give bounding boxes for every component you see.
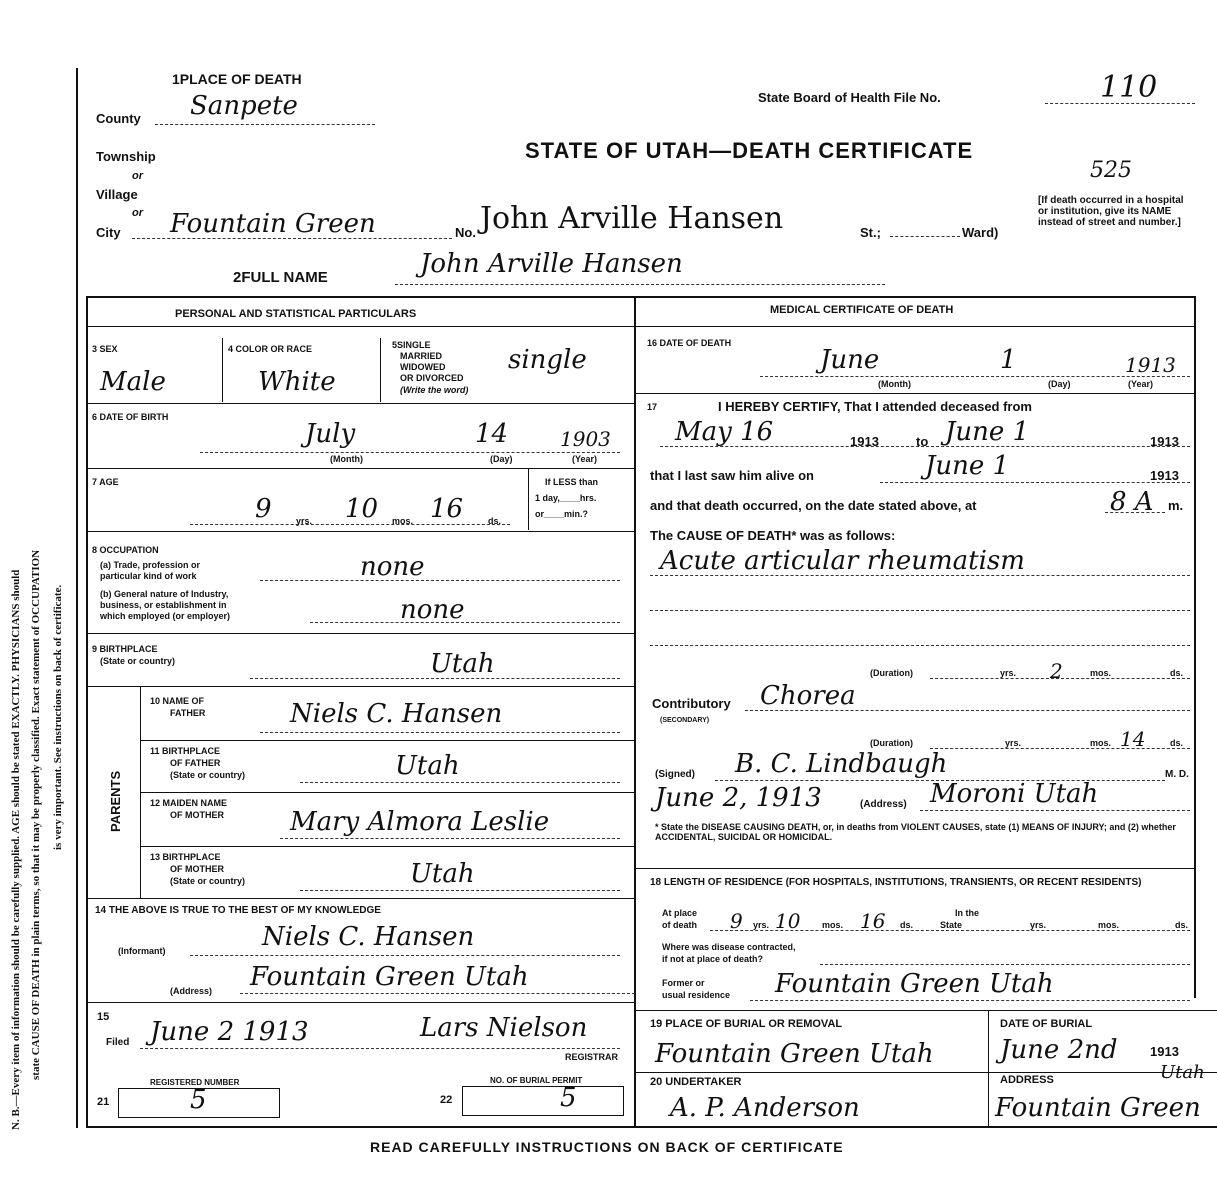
duration-months: 2 (1050, 659, 1063, 683)
duration-label: (Duration) (870, 668, 913, 678)
sex-divider (222, 338, 223, 402)
filed-label: Filed (106, 1037, 130, 1048)
certificate-title: STATE OF UTAH—DEATH CERTIFICATE (525, 138, 974, 163)
age-mos-caption: mos. (392, 516, 414, 526)
rule-personal (86, 326, 634, 327)
in-state-label-1: In the (955, 908, 979, 918)
last-saw-value: June 1 (925, 451, 1010, 481)
footer-instructions: READ CAREFULLY INSTRUCTIONS ON BACK OF CERTIFICATE (370, 1139, 844, 1155)
personal-section-title: PERSONAL AND STATISTICAL PARTICULARS (175, 308, 417, 320)
mother-name-line (280, 838, 620, 839)
dod-day: 1 (1000, 345, 1017, 375)
dob-day: 14 (475, 419, 509, 449)
death-occurred-text: and that death occurred, on the date stated above, at (650, 498, 977, 513)
undertaker-address-label: ADDRESS (1000, 1074, 1054, 1086)
rule-father-bp (140, 792, 634, 793)
burial-date-label: DATE OF BURIAL (1000, 1018, 1093, 1030)
duration-yrs-caption: yrs. (1000, 668, 1017, 678)
less-than-1: If LESS than (545, 477, 599, 487)
no-label: No. (455, 225, 476, 240)
full-name-label: 2FULL NAME (233, 269, 328, 286)
former-label-1: Former or (662, 978, 705, 988)
rule-row-4 (86, 633, 634, 634)
full-name-value: John Arville Hansen (420, 249, 683, 279)
state-mos-caption: mos. (1098, 920, 1120, 930)
left-inner-border (86, 298, 88, 1128)
age-label: 7 AGE (92, 477, 119, 487)
age-months: 10 (345, 494, 379, 524)
rule-mother (140, 846, 634, 847)
age-yrs-caption: yrs. (296, 516, 313, 526)
marital-label-5: (Write the word) (400, 385, 469, 395)
undertaker-value: A. P. Anderson (670, 1093, 860, 1123)
age-ds-caption: ds. (488, 516, 502, 526)
mother-bp-label-2: OF MOTHER (170, 864, 224, 874)
informant-value: Niels C. Hansen (262, 922, 475, 952)
certify-text: I HEREBY CERTIFY, That I attended deceased from (718, 399, 1032, 414)
occ-b-label-1: (b) General nature of Industry, (100, 589, 229, 599)
marital-value: single (508, 345, 587, 375)
at-place-label-1: At place (662, 908, 698, 918)
cause-footnote: * State the DISEASE CAUSING DEATH, or, in deaths from VIOLENT CAUSES, state (1) MEANS OF INJURY; and (2) whether ACCIDENTAL, SUICIDAL OR HOMICIDAL. (655, 822, 1176, 842)
filed-value: June 2 1913 (150, 1017, 309, 1047)
burial-permit-prefix: 22 (440, 1094, 453, 1106)
dob-year-caption: (Year) (572, 454, 598, 464)
ward-label: Ward) (962, 225, 999, 240)
township-label: Township (96, 149, 156, 164)
registrar-label: REGISTRAR (565, 1052, 619, 1062)
death-time: 8 A (1110, 487, 1154, 517)
undertaker-address-value: Fountain Green (995, 1093, 1201, 1123)
signed-label: (Signed) (655, 769, 695, 780)
burial-permit-label: NO. OF BURIAL PERMIT (490, 1076, 583, 1085)
medical-section-title: MEDICAL CERTIFICATE OF DEATH (770, 304, 954, 316)
cause-line-3 (650, 645, 1190, 646)
cert-number-17: 17 (647, 402, 658, 412)
attended-from: May 16 (675, 417, 774, 447)
right-border (1194, 298, 1196, 998)
top-rule (86, 296, 1196, 298)
occ-b-value: none (400, 595, 465, 625)
marital-label-1: 5SINGLE (392, 340, 431, 350)
secondary-label: (SECONDARY) (660, 717, 710, 724)
dob-month: July (305, 419, 356, 449)
street-value: John Arville Hansen (480, 201, 784, 236)
burial-place-value: Fountain Green Utah (655, 1039, 934, 1069)
dod-year: 1913 (1125, 353, 1176, 377)
rule-row-5 (86, 686, 634, 687)
mother-bp-label-3: (State or country) (170, 876, 246, 886)
rule-undertaker (634, 1072, 1217, 1073)
father-bp-label-1: 11 BIRTHPLACE (150, 746, 221, 756)
occupation-label: 8 OCCUPATION (92, 545, 159, 555)
father-bp-line (300, 782, 620, 783)
signed-address-label: (Address) (860, 799, 907, 810)
dod-month-caption: (Month) (878, 379, 911, 389)
duration2-yrs-caption: yrs. (1005, 738, 1022, 748)
sex-value: Male (100, 367, 166, 397)
m-label: m. (1168, 498, 1184, 513)
mother-name-label-1: 12 MAIDEN NAME (150, 798, 228, 808)
side-note-line-3: is very important. See instructions on back of certificate. (52, 584, 64, 850)
less-than-2: 1 day,____hrs. (535, 493, 597, 503)
in-state-label-2: State (940, 920, 963, 930)
hospital-note: [If death occurred in a hospital or institution, give its NAME instead of street and number.] (1038, 195, 1184, 228)
county-value: Sanpete (190, 91, 298, 121)
duration2-line (930, 748, 1190, 749)
informant-label: (Informant) (118, 946, 166, 956)
state-ds-caption: ds. (1175, 920, 1189, 930)
father-name-label-2: FATHER (170, 708, 206, 718)
occ-a-value: none (360, 552, 425, 582)
burial-permit-value: 5 (560, 1083, 577, 1113)
ward-line (890, 236, 960, 237)
center-divider (634, 298, 636, 1128)
or-label-1: or (132, 170, 143, 182)
duration2-mos-caption: mos. (1090, 738, 1112, 748)
former-line (750, 1000, 1190, 1001)
burial-permit-box (462, 1083, 624, 1116)
county-line (155, 124, 375, 125)
dod-label: 16 DATE OF DEATH (647, 338, 732, 348)
city-value: Fountain Green (170, 209, 376, 239)
dod-year-caption: (Year) (1128, 379, 1154, 389)
burial-year: 1913 (1150, 1044, 1179, 1059)
father-bp-label-2: OF FATHER (170, 758, 221, 768)
mother-bp-line (300, 890, 620, 891)
father-name-value: Niels C. Hansen (290, 699, 503, 729)
attended-from-year: 1913 (850, 434, 879, 449)
occ-a-label-2: particular kind of work (100, 571, 197, 581)
rule-burial (634, 1010, 1217, 1011)
age-days: 16 (430, 494, 464, 524)
marital-label-3: WIDOWED (400, 362, 446, 372)
parents-label: PARENTS (108, 770, 123, 832)
md-label: M. D. (1165, 769, 1189, 780)
side-note-line-1: N. B.—Every item of information should be carefully supplied. AGE should be stated EXACTLY. PHYSICIANS should (10, 569, 22, 1130)
mother-name-value: Mary Almora Leslie (290, 807, 550, 837)
occ-a-label-1: (a) Trade, profession or (100, 560, 201, 570)
at-place-label-2: of death (662, 920, 697, 930)
cause-label: The CAUSE OF DEATH* was as follows: (650, 528, 896, 543)
signed-value: B. C. Lindbaugh (735, 749, 948, 779)
dob-year: 1903 (560, 427, 611, 451)
rule-row-6 (86, 898, 634, 899)
file-no-label: State Board of Health File No. (758, 90, 941, 105)
former-value: Fountain Green Utah (775, 969, 1054, 999)
res-days: 16 (860, 909, 886, 933)
less-than-3: or____min.? (535, 509, 589, 519)
contracted-label-2: if not at place of death? (662, 954, 764, 964)
informant-line (190, 955, 620, 956)
place-of-death-label: 1PLACE OF DEATH (172, 71, 302, 87)
burial-date-value: June 2nd (1000, 1035, 1118, 1065)
cause-value: Acute articular rheumatism (660, 546, 1025, 576)
occ-a-line (260, 580, 620, 581)
res-mos-caption: mos. (822, 920, 844, 930)
burial-place-label: 19 PLACE OF BURIAL OR REMOVAL (650, 1018, 843, 1030)
county-label: County (96, 111, 141, 126)
age-line (190, 524, 510, 525)
to-label: to (916, 434, 929, 449)
duration2-months: 14 (1120, 727, 1146, 751)
father-name-label-1: 10 NAME OF (150, 696, 205, 706)
last-saw-text: that I last saw him alive on (650, 468, 814, 483)
birthplace-label-1: 9 BIRTHPLACE (92, 644, 158, 654)
duration-mos-caption: mos. (1090, 668, 1112, 678)
contributory-value: Chorea (760, 681, 856, 711)
former-label-2: usual residence (662, 990, 731, 1000)
dob-month-caption: (Month) (330, 454, 363, 464)
contracted-line (820, 964, 1190, 965)
informant-address-line (240, 993, 635, 994)
undertaker-label: 20 UNDERTAKER (650, 1076, 742, 1088)
residence-label: 18 LENGTH OF RESIDENCE (FOR HOSPITALS, INSTITUTIONS, TRANSIENTS, OR RECENT RESIDENTS) (650, 877, 1142, 888)
reg-number-label: REGISTERED NUMBER (150, 1078, 240, 1087)
father-name-line (260, 732, 620, 733)
registrar-value: Lars Nielson (420, 1013, 588, 1043)
father-bp-value: Utah (395, 751, 460, 781)
informant-heading: 14 THE ABOVE IS TRUE TO THE BEST OF MY KNOWLEDGE (95, 905, 381, 916)
res-ds-caption: ds. (900, 920, 914, 930)
mother-bp-label-1: 13 BIRTHPLACE (150, 852, 221, 862)
village-label: Village (96, 187, 138, 202)
certificate-number: 525 (1090, 158, 1132, 183)
rule-row-2 (86, 468, 634, 469)
undertaker-address-state: Utah (1160, 1062, 1205, 1083)
duration2-label: (Duration) (870, 738, 913, 748)
burial-divider (988, 1010, 989, 1126)
signed-address-line (920, 810, 1190, 811)
race-label: 4 COLOR OR RACE (228, 344, 313, 354)
attended-to-year: 1913 (1150, 434, 1179, 449)
form-left-border (76, 68, 78, 1128)
rule-father (140, 740, 634, 741)
last-saw-line (880, 482, 1190, 483)
contracted-label-1: Where was disease contracted, (662, 942, 796, 952)
filed-line (140, 1048, 620, 1049)
age-years: 9 (255, 494, 272, 524)
full-name-line (395, 284, 885, 285)
dob-day-caption: (Day) (490, 454, 513, 464)
informant-address-label: (Address) (170, 986, 213, 996)
dod-day-caption: (Day) (1048, 379, 1071, 389)
signed-address-value: Moroni Utah (930, 779, 1099, 809)
side-note-line-2: state CAUSE OF DEATH in plain terms, so that it may be properly classified. Exact statement of OCCUPATION (30, 549, 42, 1080)
signed-date: June 2, 1913 (655, 783, 822, 813)
res-years: 9 (730, 909, 743, 933)
rule-row-1 (86, 403, 634, 404)
dod-month: June (820, 345, 880, 375)
race-value: White (258, 367, 336, 397)
res-yrs-caption: yrs. (753, 920, 770, 930)
reg-number-prefix: 21 (97, 1096, 110, 1108)
birthplace-label-2: (State or country) (100, 656, 176, 666)
state-yrs-caption: yrs. (1030, 920, 1047, 930)
filed-number: 15 (97, 1011, 110, 1023)
duration-ds-caption: ds. (1170, 668, 1184, 678)
last-saw-year: 1913 (1150, 468, 1179, 483)
res-months: 10 (775, 909, 801, 933)
age-divider (528, 468, 529, 530)
attended-to: June 1 (945, 417, 1030, 447)
cause-line-2 (650, 610, 1190, 611)
sex-label: 3 SEX (92, 344, 118, 354)
mother-name-label-2: OF MOTHER (170, 810, 224, 820)
bottom-rule (86, 1126, 1217, 1128)
city-label: City (96, 225, 121, 240)
dob-line (200, 452, 620, 453)
father-bp-label-3: (State or country) (170, 770, 246, 780)
rule-row-7 (86, 1002, 634, 1003)
marital-label-4: OR DIVORCED (400, 373, 464, 383)
occ-b-label-2: business, or establishment in (100, 600, 227, 610)
rule-medical-bottom (634, 868, 1194, 869)
contributory-label: Contributory (652, 696, 731, 711)
rule-row-3 (86, 531, 634, 532)
rule-dod (634, 393, 1194, 394)
reg-number-value: 5 (190, 1085, 207, 1115)
st-label: St.; (860, 225, 881, 240)
marital-label-2: MARRIED (400, 351, 442, 361)
occ-b-label-3: which employed (or employer) (100, 611, 231, 621)
mother-bp-value: Utah (410, 859, 475, 889)
or-label-2: or (132, 207, 143, 219)
file-no-value: 110 (1100, 70, 1158, 105)
occ-b-line (310, 622, 620, 623)
informant-address-value: Fountain Green Utah (250, 962, 529, 992)
rule-medical (634, 326, 1194, 327)
duration2-ds-caption: ds. (1170, 738, 1184, 748)
dob-label: 6 DATE OF BIRTH (92, 412, 169, 422)
birthplace-value: Utah (430, 649, 495, 679)
race-divider (380, 338, 381, 402)
